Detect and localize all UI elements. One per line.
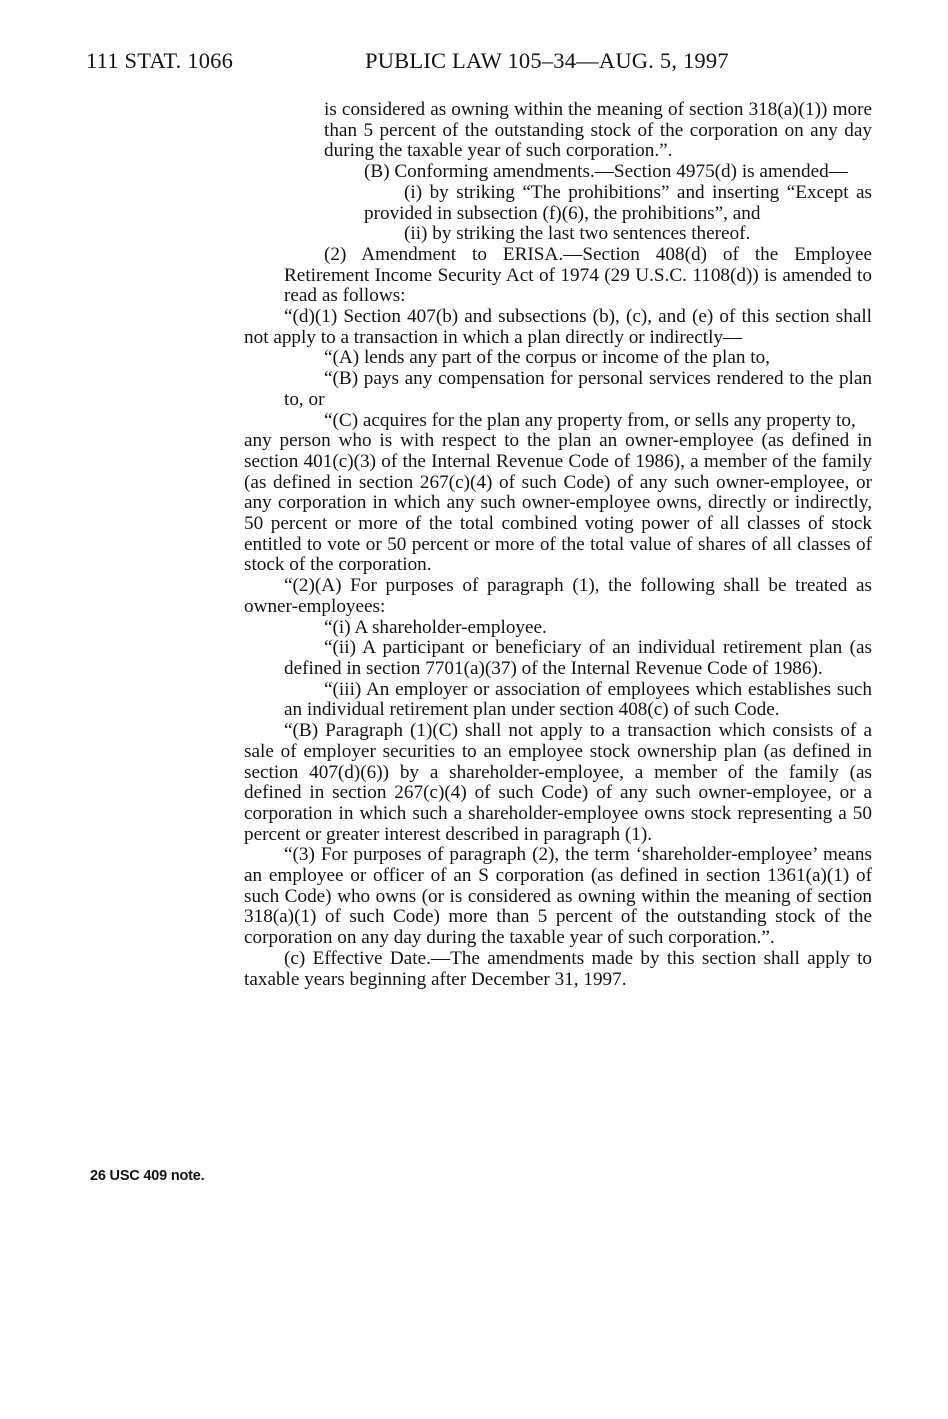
- paragraph-any-person: any person who is with respect to the plan an owner-employee (as defined in section 401(c)(3) of the Internal Revenue Code of 1986), a member of the family (as defined in section 267(c)(4) of such Code) of any such owner-employee, or any corporation in which any such owner-employee owns, directly or indirectly, 50 percent or more of the total combined voting power of all classes of stock entitled to vote or 50 percent or more of the total value of shares of all classes of stock of the corporation.: [244, 430, 872, 576]
- clause-i: (i) by striking “The prohibitions” and inserting “Except as provided in subsection (f)(6), the prohibitions”, and: [364, 181, 872, 224]
- paragraph-d1: “(d)(1) Section 407(b) and subsections (b), (c), and (e) of this section shall not apply to a transaction in which a plan directly or indirectly—: [244, 306, 872, 348]
- subparagraph-c-acquires: “(C) acquires for the plan any property from, or sells any property to,: [324, 409, 856, 431]
- clause-ii: (ii) by striking the last two sentences thereof.: [404, 223, 751, 245]
- paragraph-2b: “(B) Paragraph (1)(C) shall not apply to a transaction which consists of a sale of employer securities to an employee stock ownership plan (as defined in section 407(d)(6)) by a shareholder-employee, a member of the family (as defined in section 267(c)(4) of such Code) of any such owner-employee, or a corporation in which such a shareholder-employee owns stock representing a 50 percent or greater interest described in paragraph (1).: [244, 720, 872, 845]
- paragraph-3: “(3) For purposes of paragraph (2), the term ‘shareholder-employee’ means an employee or officer of an S corporation (as defined in section 1361(a)(1) of such Code) who owns (or is considered as owning within the meaning of section 318(a)(1) of such Code) more than 5 percent of the outstanding stock of the corporation on any day during the taxable year of such corporation.”.: [244, 844, 872, 949]
- item-iii-employer: “(iii) An employer or association of employees which establishes such an individual retirement plan under section 408(c) of such Code.: [284, 678, 872, 721]
- margin-note: 26 USC 409 note.: [90, 1168, 205, 1184]
- item-ii-participant: “(ii) A participant or beneficiary of an individual retirement plan (as defined in section 7701(a)(37) of the Internal Revenue Code of 1986).: [284, 637, 872, 679]
- running-header: PUBLIC LAW 105–34—AUG. 5, 1997: [365, 48, 729, 73]
- paragraph-effective-date: (c) Effective Date.—The amendments made by this section shall apply to taxable years beginning after December 31, 1997.: [244, 947, 872, 990]
- paragraph-amendment-erisa: (2) Amendment to ERISA.—Section 408(d) of the Employee Retirement Income Security Act of 1974 (29 U.S.C. 1108(d)) is amended to read as follows:: [284, 243, 872, 307]
- paragraph-2a: “(2)(A) For purposes of paragraph (1), the following shall be treated as owner-employees:: [244, 575, 872, 617]
- paragraph-continuation: is considered as owning within the meaning of section 318(a)(1)) more than 5 percent of the outstanding stock of the corporation on any day during the taxable year of such corporation.”.: [324, 99, 872, 162]
- paragraph-conforming-amendments: (B) Conforming amendments.—Section 4975(d) is amended—: [364, 161, 848, 183]
- page-number-header: 111 STAT. 1066: [86, 48, 234, 73]
- subparagraph-b-pays: “(B) pays any compensation for personal services rendered to the plan to, or: [284, 368, 872, 410]
- item-i-shareholder: “(i) A shareholder-employee.: [324, 616, 547, 638]
- document-body: [244, 100, 872, 990]
- subparagraph-a-lends: “(A) lends any part of the corpus or income of the plan to,: [324, 347, 770, 369]
